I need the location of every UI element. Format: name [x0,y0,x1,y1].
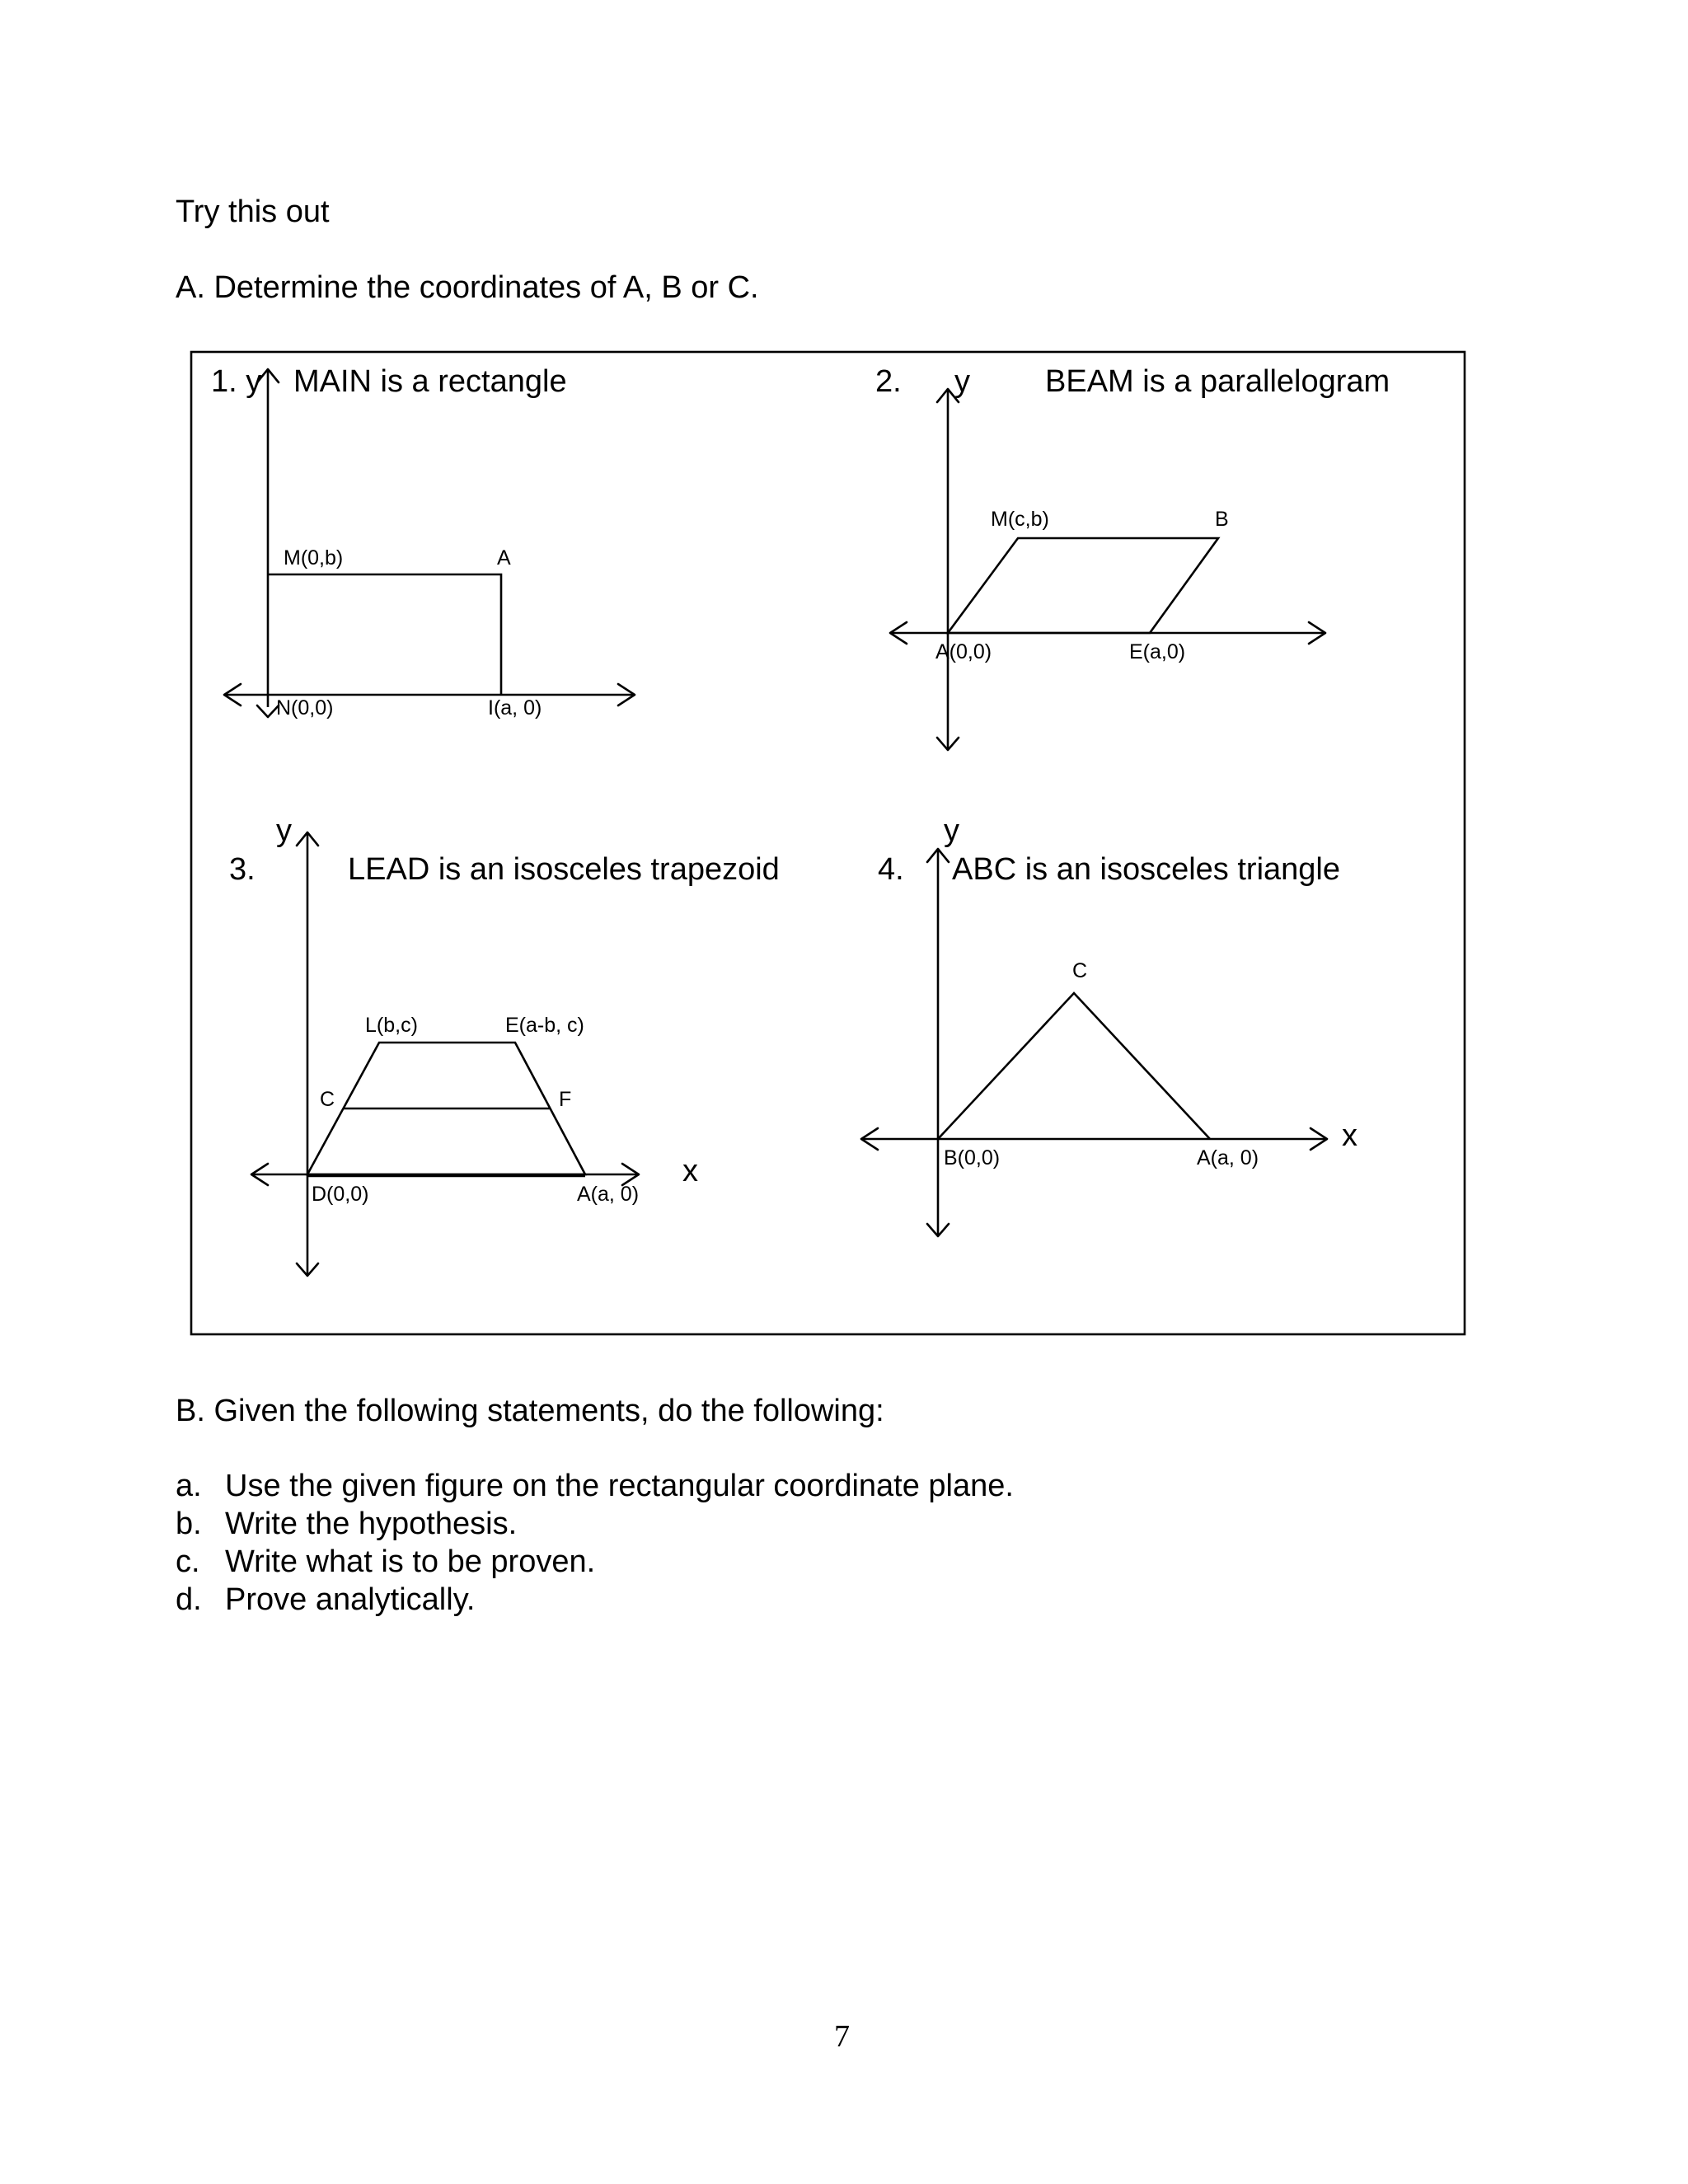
fig4-label-b: B(0,0) [944,1146,1001,1169]
fig2-axis-y-label: y [954,364,970,399]
page-number: 7 [834,2019,850,2054]
fig4-label-c: C [1072,959,1088,982]
figure-4 [861,813,1357,1236]
fig2-label-a: A(0,0) [935,640,992,663]
step-a-text: Use the given figure on the rectangular coordinate plane. [225,1469,1014,1503]
fig3-axis-y-label: y [276,813,292,848]
fig4-number: 4. [878,852,904,887]
fig1-rectangle [268,574,501,695]
fig3-number: 3. [229,852,256,887]
figure-1 [211,364,635,719]
fig2-number: 2. [875,364,902,399]
intro-text: Try this out [176,194,330,229]
fig1-label-n: N(0,0) [276,696,334,719]
fig4-label-a: A(a, 0) [1197,1146,1259,1169]
fig1-label-i: I(a, 0) [488,696,542,719]
fig3-label-l: L(b,c) [365,1014,418,1037]
fig3-label-c: C [320,1088,335,1111]
fig2-caption: BEAM is a parallelogram [1045,364,1390,399]
fig1-label-m: M(0,b) [284,546,344,569]
step-a-marker: a. [176,1469,202,1503]
step-d-marker: d. [176,1582,202,1617]
fig4-caption: ABC is an isosceles triangle [952,852,1340,887]
figures-frame [191,352,1465,1334]
fig4-triangle [938,993,1210,1139]
fig2-label-e: E(a,0) [1129,640,1186,663]
fig2-label-m: M(c,b) [991,508,1049,531]
fig3-axis-x-label: x [682,1154,698,1188]
fig2-label-b: B [1215,508,1229,531]
fig2-parallelogram [948,538,1218,633]
step-c-text: Write what is to be proven. [225,1544,596,1579]
fig3-caption: LEAD is an isosceles trapezoid [348,852,780,887]
step-c-marker: c. [176,1544,200,1579]
fig3-label-e: E(a-b, c) [505,1014,584,1037]
step-b-marker: b. [176,1507,202,1541]
figure-2 [875,364,1390,750]
fig1-label-a: A [497,546,511,569]
fig3-label-a: A(a, 0) [577,1183,640,1206]
part-b-instruction: B. Given the following statements, do the following: [176,1394,884,1428]
part-a-instruction: A. Determine the coordinates of A, B or C. [176,270,759,305]
fig1-number-axis-label: 1. y [211,364,262,399]
step-d-text: Prove analytically. [225,1582,476,1617]
fig1-caption: MAIN is a rectangle [293,364,567,399]
fig4-axis-x-label: x [1342,1118,1357,1153]
fig3-label-d: D(0,0) [312,1183,369,1206]
step-b-text: Write the hypothesis. [225,1507,518,1541]
fig3-label-f: F [559,1088,572,1111]
figure-3 [229,813,780,1276]
fig4-axis-y-label: y [944,813,959,848]
